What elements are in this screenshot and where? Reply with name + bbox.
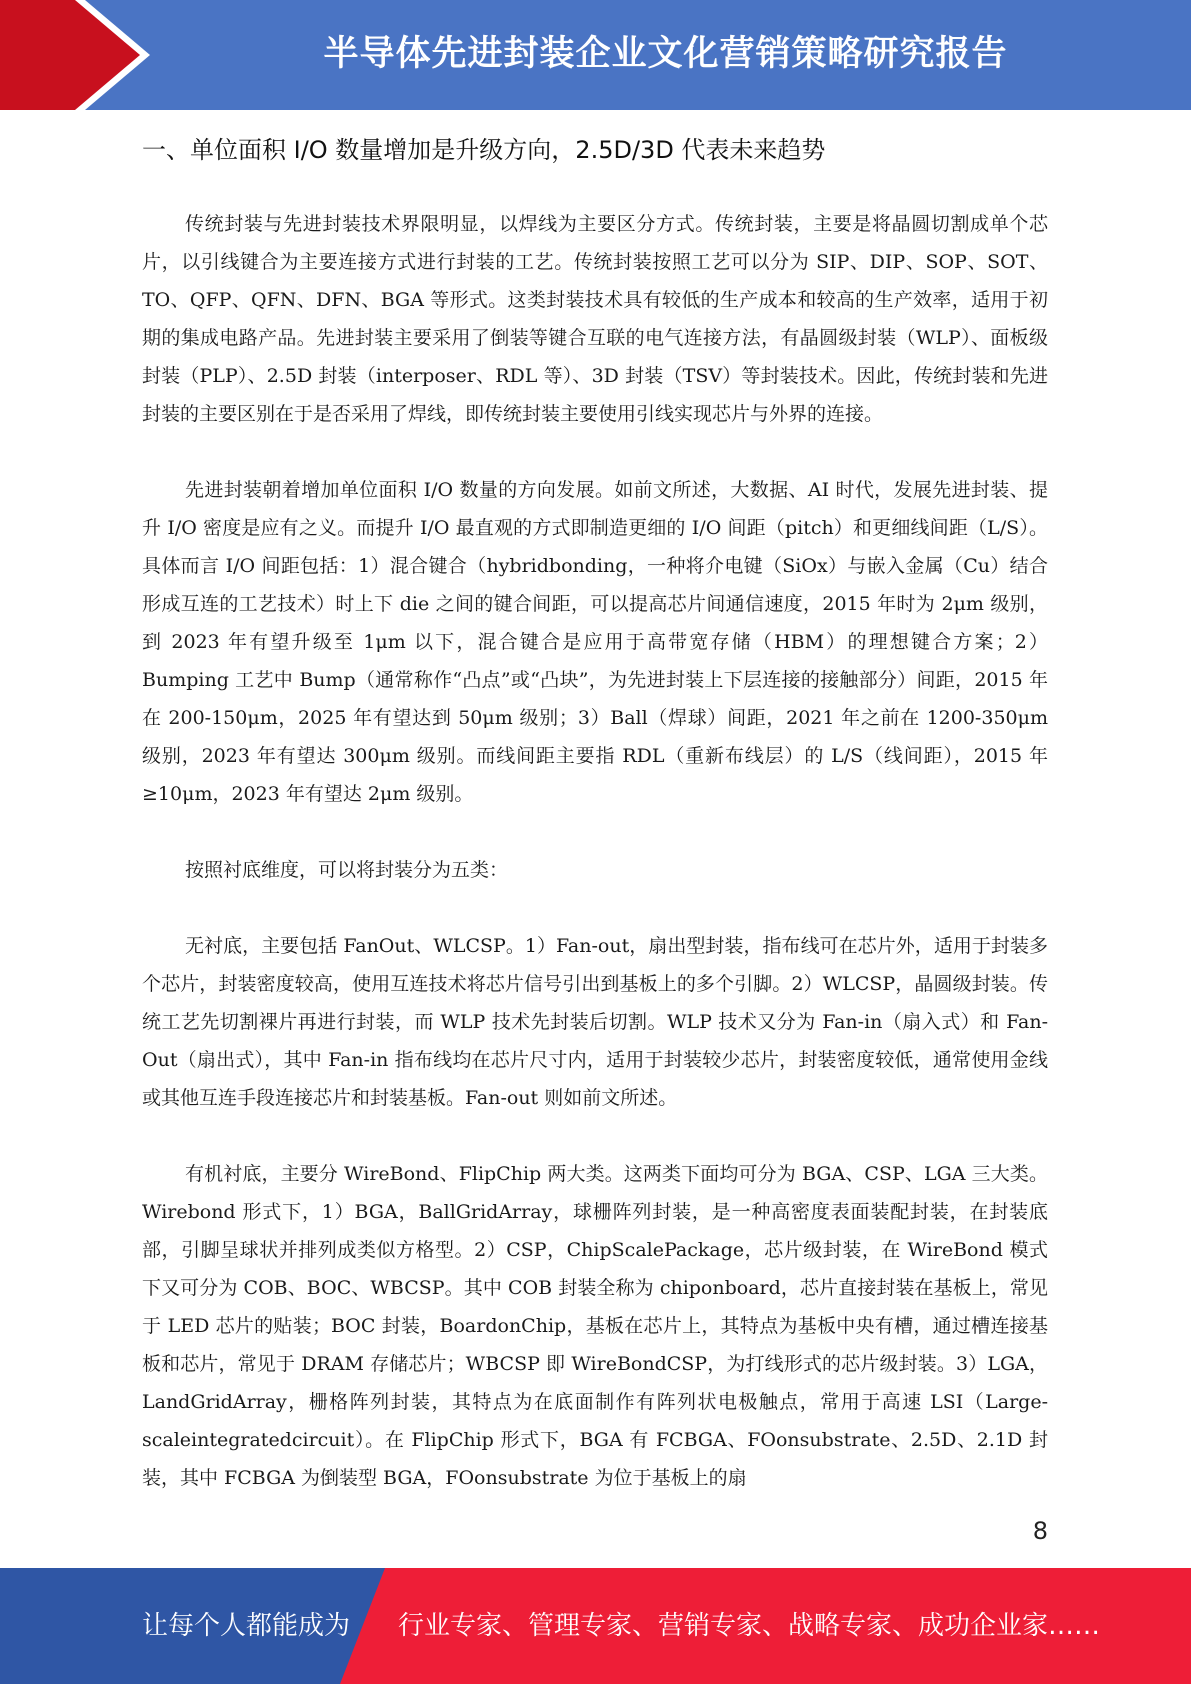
footer-slogan-left: 让每个人都能成为 bbox=[142, 1611, 351, 1641]
paragraph-packaging-boundary: 传统封装与先进封装技术界限明显，以焊线为主要区分方式。传统封装，主要是将晶圆切割成单个芯片，以引线键合为主要连接方式进行封装的工艺。传统封装按照工艺可以分为 SIP、DIP、SOP、SOT、TO、QFP、QFN、DFN、BGA 等形式。这类封装技术具有较低的生产成本和较高的生产效率，适用于初期的集成电路产品。先进封装主要采用了倒装等键合互联的电气连接方法，有晶圆级封装（WLP）、面板级封装（PLP）、2.5D 封装（interposer、RDL 等）、3D 封装（TSV）等封装技术。因此，传统封装和先进封装的主要区别在于是否采用了焊线，即传统封装主要使用引线实现芯片与外界的连接。 bbox=[142, 213, 1048, 425]
paragraph-io-density: 先进封装朝着增加单位面积 I/O 数量的方向发展。如前文所述，大数据、AI 时代，发展先进封装、提升 I/O 密度是应有之义。而提升 I/O 最直观的方式即制造更细的 I/O 间距（pitch）和更细线间距（L/S）。具体而言 I/O 间距包括：1）混合键合（hybridbonding，一种将介电键（SiOx）与嵌入金属（Cu）结合形成互连的工艺技术）时上下 die 之间的键合间距，可以提高芯片间通信速度，2015 年时为 2μm 级别，到 2023 年有望升级至 1μm 以下，混合键合是应用于高带宽存储（HBM）的理想键合方案；2）Bumping 工艺中 Bump（通常称作“凸点”或“凸块”，为先进封装上下层连接的接触部分）间距，2015 年在 200-150μm，2025 年有望达到 50μm 级别；3）Ball（焊球）间距，2021 年之前在 1200-350μm 级别，2023 年有望达 300μm 级别。而线间距主要指 RDL（重新布线层）的 L/S（线间距），2015 年≥10μm，2023 年有望达 2μm 级别。 bbox=[142, 479, 1048, 805]
paragraph-organic-substrate: 有机衬底，主要分 WireBond、FlipChip 两大类。这两类下面均可分为 BGA、CSP、LGA 三大类。Wirebond 形式下，1）BGA，BallGridArray，球栅阵列封装，是一种高密度表面装配封装，在封装底部，引脚呈球状并排列成类似方格型。2）CSP，ChipScalePackage，芯片级封装，在 WireBond 模式下又可分为 COB、BOC、WBCSP。其中 COB 封装全称为 chiponboard，芯片直接封装在基板上，常见于 LED 芯片的贴装；BOC 封装，BoardonChip，基板在芯片上，其特点为基板中央有槽，通过槽连接基板和芯片，常见于 DRAM 存储芯片；WBCSP 即 WireBondCSP，为打线形式的芯片级封装。3）LGA，LandGridArray，栅格阵列封装，其特点为在底面制作有阵列状电极触点，常用于高速 LSI（Large-scaleintegratedcircuit）。在 FlipChip 形式下，BGA 有 FCBGA、FOonsubstrate、2.5D、2.1D 封装，其中 FCBGA 为倒装型 BGA，FOonsubstrate 为位于基板上的扇 bbox=[142, 1163, 1048, 1489]
body-text bbox=[142, 205, 1048, 1535]
paragraph-substrate-intro: 按照衬底维度，可以将封装分为五类： bbox=[185, 859, 509, 881]
page-number: 8 bbox=[1032, 1517, 1048, 1545]
header-red-chevron bbox=[0, 0, 140, 110]
page-header bbox=[0, 0, 1191, 110]
page-footer bbox=[0, 1568, 1191, 1684]
footer-slogan-right: 行业专家、管理专家、营销专家、战略专家、成功企业家…… bbox=[398, 1611, 1101, 1641]
report-title: 半导体先进封装企业文化营销策略研究报告 bbox=[323, 34, 1008, 74]
paragraph-no-substrate: 无衬底，主要包括 FanOut、WLCSP。1）Fan-out，扇出型封装，指布线可在芯片外，适用于封装多个芯片，封装密度较高，使用互连技术将芯片信号引出到基板上的多个引脚。2）WLCSP，晶圆级封装。传统工艺先切割裸片再进行封装，而 WLP 技术先封装后切割。WLP 技术又分为 Fan-in（扇入式）和 Fan-Out（扇出式），其中 Fan-in 指布线均在芯片尺寸内，适用于封装较少芯片，封装密度较低，通常使用金线或其他互连手段连接芯片和封装基板。Fan-out 则如前文所述。 bbox=[142, 935, 1048, 1109]
section-heading: 一、单位面积 I/O 数量增加是升级方向，2.5D/3D 代表未来趋势 bbox=[142, 136, 826, 164]
